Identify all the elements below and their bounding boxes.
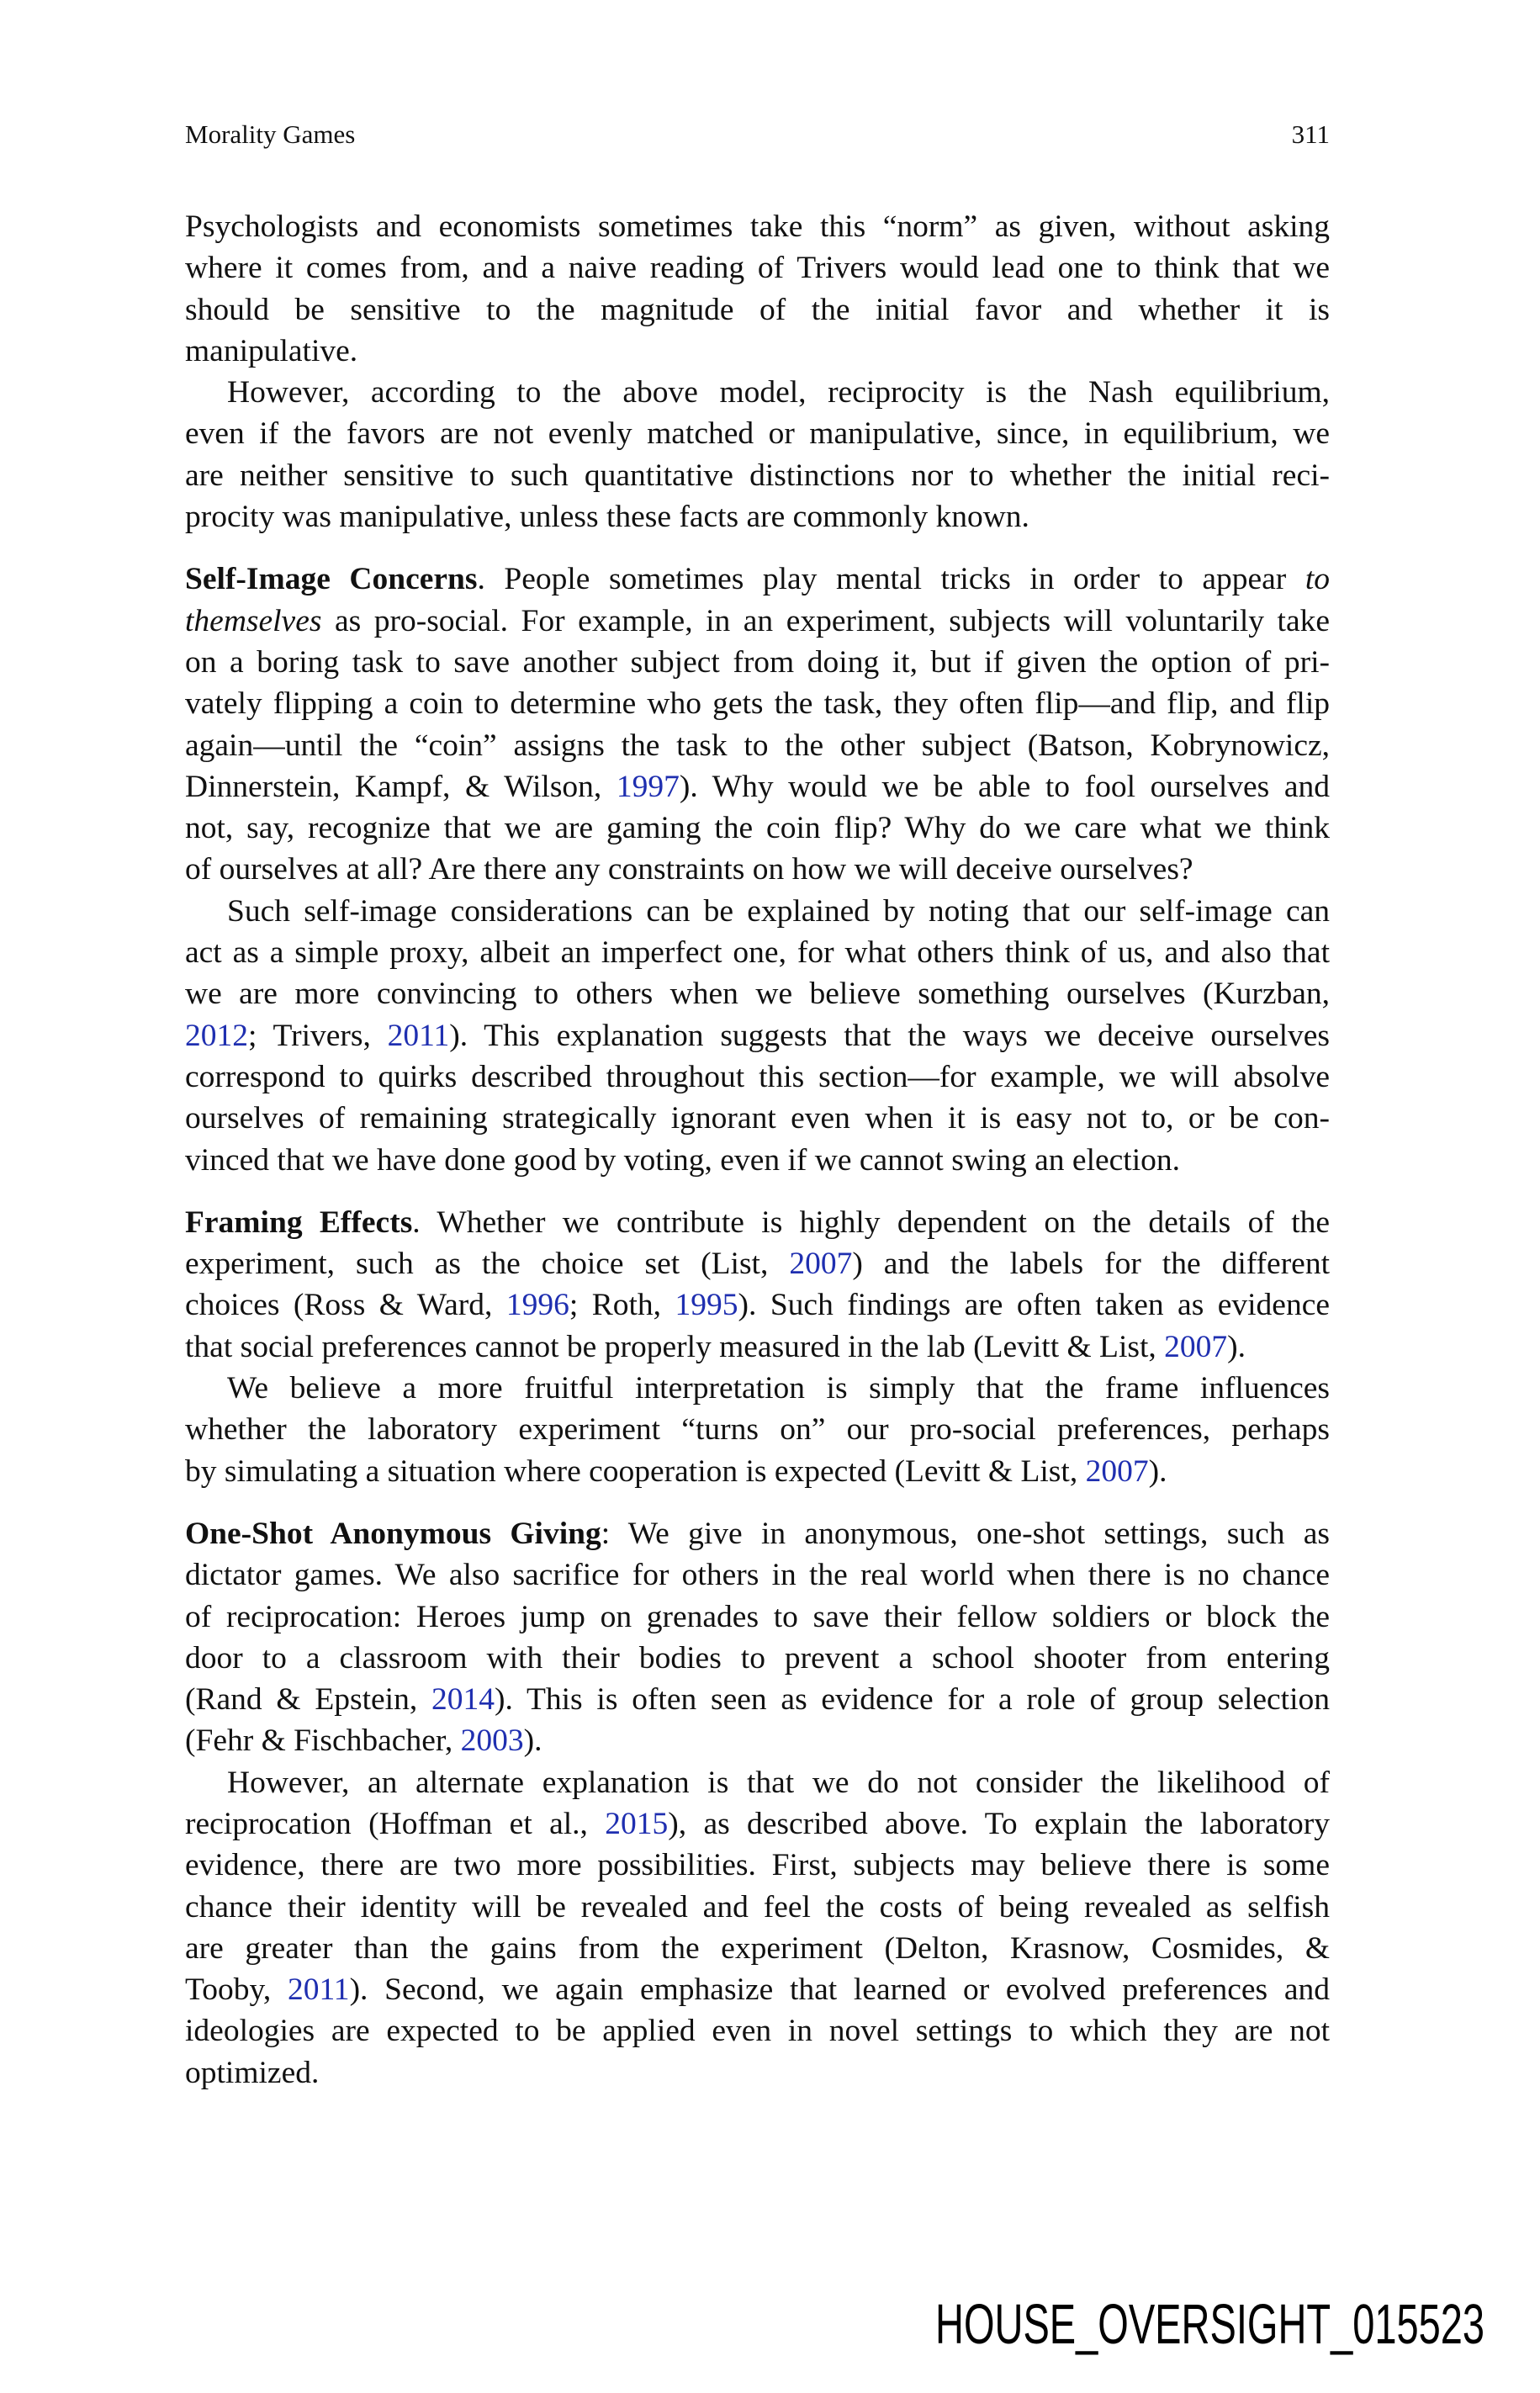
text-run: should be sensitive to the magnitude of the initial favor and whether it is [185, 292, 1330, 327]
text-run: (Fehr & Fischbacher, [185, 1723, 461, 1759]
text-line [185, 1326, 1330, 1368]
citation-link[interactable]: 2012 [185, 1018, 248, 1053]
paragraph [185, 1202, 1330, 1368]
text-run: Tooby, [185, 1972, 288, 2008]
text-line [185, 1098, 1330, 1139]
text-line [185, 766, 1330, 807]
paragraph [185, 1368, 1330, 1492]
text-line [185, 849, 1330, 890]
text-line [185, 289, 1330, 331]
text-line [185, 1845, 1330, 1886]
text-run: chance their identity will be revealed and feel the costs of being revealed as selfish [185, 1889, 1330, 1924]
text-line [185, 725, 1330, 766]
citation-link[interactable]: 1996 [505, 1288, 569, 1323]
emphasis-text: to [1305, 562, 1330, 597]
text-line [185, 601, 1330, 642]
text-line [185, 247, 1330, 289]
citation-link[interactable]: 2014 [431, 1682, 495, 1718]
text-run: Dinnerstein, Kampf, & Wilson, [185, 769, 617, 804]
text-run: ). [1227, 1329, 1246, 1364]
running-head: Morality Games [185, 119, 356, 149]
text-line [185, 1056, 1330, 1098]
text-line [185, 683, 1330, 724]
text-run: ourselves of remaining strategically ignorant even when it is easy not to, or be con- [185, 1101, 1330, 1136]
citation-link[interactable]: 2007 [789, 1247, 853, 1282]
text-run: act as a simple proxy, albeit an imperfect one, for what others think of us, and also that [185, 935, 1330, 971]
text-run: . People sometimes play mental tricks in order to appear [477, 562, 1305, 597]
text-line [185, 2010, 1330, 2052]
citation-link[interactable]: 2007 [1085, 1453, 1149, 1489]
text-run: ). Such findings are often taken as evidence [738, 1288, 1330, 1323]
text-line [185, 1596, 1330, 1638]
text-line [185, 1803, 1330, 1845]
text-run: vinced that we have done good by voting, even if we cannot swing an election. [185, 1142, 1180, 1178]
text-run: (Rand & Epstein, [185, 1682, 431, 1718]
text-line [185, 1554, 1330, 1596]
text-run: again—until the “coin” assigns the task to the other subject (Batson, Kobrynowicz, [185, 728, 1330, 763]
section-run-in-heading: One-Shot Anonymous Giving [185, 1516, 601, 1551]
paragraph [185, 1762, 1330, 2094]
section-run-in-heading: Self-Image Concerns [185, 562, 478, 597]
text-line [185, 372, 1330, 413]
text-line [185, 1243, 1330, 1284]
text-line [185, 206, 1330, 247]
text-line [185, 891, 1330, 932]
text-line [185, 2052, 1330, 2094]
text-run: ), as described above. To explain the laboratory [668, 1806, 1330, 1841]
text-line [185, 559, 1330, 600]
text-run: not, say, recognize that we are gaming the coin flip? Why do we care what we think [185, 811, 1330, 846]
citation-link[interactable]: 1995 [675, 1288, 738, 1323]
page-number: 311 [1291, 119, 1330, 149]
text-run: optimized. [185, 2055, 320, 2090]
text-line [185, 1015, 1330, 1056]
text-line [185, 496, 1330, 537]
text-run: we are more convincing to others when we believe something ourselves (Kurzban, [185, 977, 1330, 1012]
text-line [185, 1513, 1330, 1554]
citation-link[interactable]: 2011 [287, 1972, 350, 2008]
bates-stamp: HOUSE_OVERSIGHT_015523 [935, 2292, 1485, 2356]
text-run: on a boring task to save another subject from doing it, but if given the option of pri- [185, 644, 1330, 680]
citation-link[interactable]: 2015 [605, 1806, 669, 1841]
text-line [185, 807, 1330, 849]
text-run: choices (Ross & Ward, [185, 1288, 506, 1323]
citation-link[interactable]: 1997 [616, 769, 680, 804]
paragraph [185, 206, 1330, 372]
text-run: experiment, such as the choice set (List, [185, 1247, 790, 1282]
text-line [185, 1284, 1330, 1326]
text-run: However, an alternate explanation is that we do not consider the likelihood of [227, 1765, 1330, 1800]
text-line [185, 1679, 1330, 1720]
text-run: Psychologists and economists sometimes take this “norm” as given, without asking [185, 209, 1330, 244]
text-line [185, 413, 1330, 454]
text-run: where it comes from, and a naive reading of Trivers would lead one to think that we [185, 251, 1330, 286]
citation-link[interactable]: 2007 [1164, 1329, 1228, 1364]
text-run: ). Why would we be able to fool ourselves and [679, 769, 1330, 804]
text-run: that social preferences cannot be properly measured in the lab (Levitt & List, [185, 1329, 1165, 1364]
paragraph [185, 891, 1330, 1181]
text-line [185, 1368, 1330, 1409]
text-run: procity was manipulative, unless these facts are commonly known. [185, 500, 1029, 535]
citation-link[interactable]: 2011 [387, 1018, 450, 1053]
text-run: vately flipping a coin to determine who gets the task, they often flip—and flip, and flip [185, 686, 1330, 722]
text-run: by simulating a situation where cooperation is expected (Levitt & List, [185, 1453, 1086, 1489]
text-run: whether the laboratory experiment “turns on” our pro-social preferences, perhaps [185, 1412, 1330, 1448]
text-run: are greater than the gains from the experiment (Delton, Krasnow, Cosmides, & [185, 1930, 1330, 1966]
text-run: dictator games. We also sacrifice for others in the real world when there is no chance [185, 1558, 1330, 1593]
text-line [185, 331, 1330, 372]
text-line [185, 1762, 1330, 1803]
text-run: ). This explanation suggests that the ways we deceive ourselves [449, 1018, 1330, 1053]
body-text [185, 206, 1330, 2094]
section-run-in-heading: Framing Effects [185, 1204, 413, 1240]
text-line [185, 973, 1330, 1014]
citation-link[interactable]: 2003 [460, 1723, 524, 1759]
paragraph [185, 559, 1330, 890]
text-run: manipulative. [185, 333, 358, 368]
text-line [185, 1887, 1330, 1928]
text-run: as pro-social. For example, in an experiment, subjects will voluntarily take [321, 603, 1330, 638]
text-run: correspond to quirks described throughout this section—for example, we will absolve [185, 1059, 1330, 1094]
text-run: of reciprocation: Heroes jump on grenades to save their fellow soldiers or block the [185, 1599, 1330, 1634]
text-run: ). [523, 1723, 542, 1759]
text-run: ). [1148, 1453, 1167, 1489]
text-run: : We give in anonymous, one-shot settings, such as [601, 1516, 1330, 1551]
text-line [185, 1140, 1330, 1181]
text-run: ; Trivers, [248, 1018, 388, 1053]
text-line [185, 1720, 1330, 1761]
text-run: ) and the labels for the different [852, 1247, 1330, 1282]
text-run: are neither sensitive to such quantitative distinctions nor to whether the initial reci- [185, 458, 1330, 493]
text-run: reciprocation (Hoffman et al., [185, 1806, 606, 1841]
text-run: ; Roth, [569, 1288, 675, 1323]
paragraph [185, 1513, 1330, 1762]
text-run: . Whether we contribute is highly dependent on the details of the [412, 1204, 1331, 1240]
text-run: We believe a more fruitful interpretation is simply that the frame influences [227, 1371, 1330, 1406]
text-line [185, 1451, 1330, 1492]
text-line [185, 1409, 1330, 1450]
text-line [185, 1638, 1330, 1679]
text-run: ideologies are expected to be applied even in novel settings to which they are not [185, 2014, 1330, 2049]
text-line [185, 455, 1330, 496]
text-run: However, according to the above model, reciprocity is the Nash equilibrium, [227, 375, 1330, 410]
text-line [185, 642, 1330, 683]
text-line [185, 932, 1330, 973]
text-line [185, 1928, 1330, 1969]
text-line [185, 1202, 1330, 1243]
text-run: Such self-image considerations can be explained by noting that our self-image can [227, 893, 1330, 929]
text-run: ). This is often seen as evidence for a role of group selection [495, 1682, 1330, 1718]
text-line [185, 1969, 1330, 2010]
emphasis-text: themselves [185, 603, 322, 638]
text-run: ). Second, we again emphasize that learned or evolved preferences and [349, 1972, 1330, 2008]
text-run: evidence, there are two more possibilities. First, subjects may believe there is some [185, 1848, 1330, 1883]
text-run: door to a classroom with their bodies to prevent a school shooter from entering [185, 1640, 1330, 1676]
text-run: of ourselves at all? Are there any constraints on how we will deceive ourselves? [185, 852, 1193, 887]
text-run: even if the favors are not evenly matched or manipulative, since, in equilibrium, we [185, 416, 1330, 452]
paragraph [185, 372, 1330, 537]
